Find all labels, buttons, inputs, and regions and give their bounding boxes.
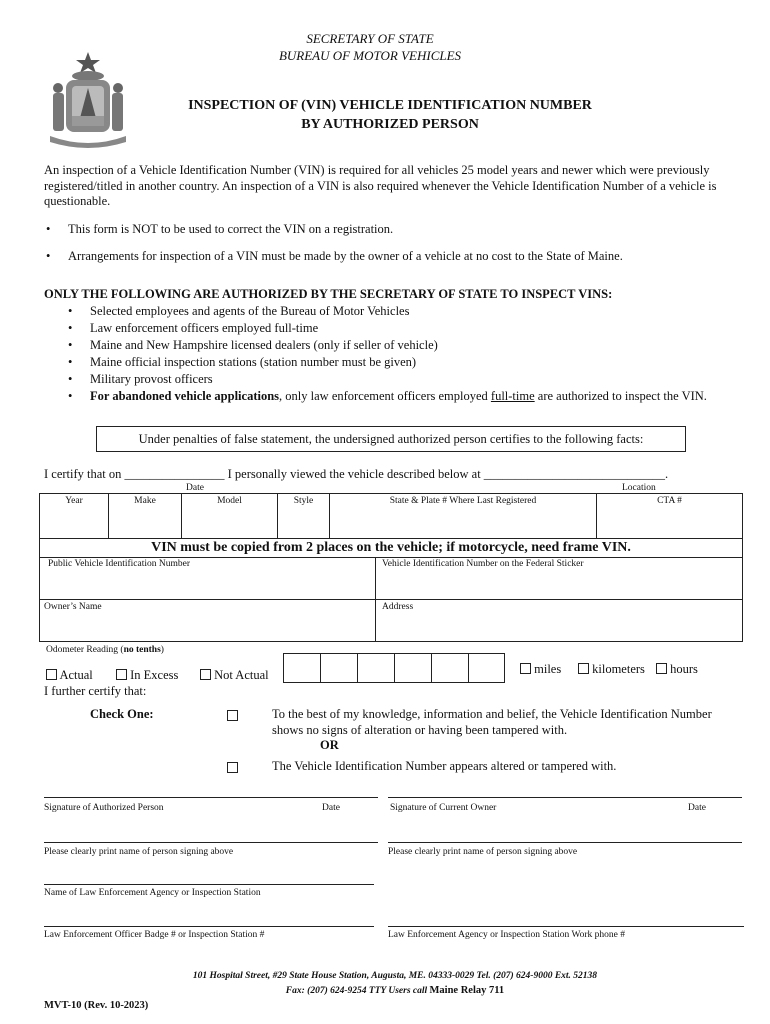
federal-vin-field[interactable] [375, 557, 743, 600]
auth-date-label: Date [322, 803, 340, 813]
odometer-label-a: Odometer Reading ( [46, 645, 124, 655]
make-cell[interactable] [108, 493, 182, 539]
owner-print-label: Please clearly print name of person signing above [388, 847, 578, 857]
form-number: MVT-10 (Rev. 10-2023) [44, 1000, 149, 1011]
kilometers-label: kilometers [592, 662, 645, 676]
odometer-digit-boxes[interactable] [283, 653, 505, 683]
miles-option[interactable] [520, 662, 561, 678]
actual-label: Actual [59, 668, 93, 682]
cta-cell[interactable] [596, 493, 743, 539]
vin-banner [39, 538, 743, 558]
digit-divider [320, 654, 321, 682]
digit-divider [468, 654, 469, 682]
owner-name-field[interactable] [39, 599, 376, 642]
owner-signature-label: Signature of Current Owner [390, 803, 497, 813]
federal-vin-label: Vehicle Identification Number on the Federal Sticker [382, 559, 584, 569]
digit-divider [357, 654, 358, 682]
agency-line1: SECRETARY OF STATE [306, 31, 434, 46]
option1-text: To the best of my knowledge, information and belief, the Vehicle Identification Number shows no signs of alteration or having been tampered with. [272, 707, 712, 737]
authorized-heading: ONLY THE FOLLOWING ARE AUTHORIZED BY THE SECRETARY OF STATE TO INSPECT VINS: [44, 287, 613, 301]
vin-banner-text: VIN must be copied from 2 places on the vehicle; if motorcycle, need frame VIN. [151, 540, 631, 555]
hours-checkbox[interactable] [656, 663, 667, 674]
address-field[interactable] [375, 599, 743, 642]
authorized-item: • Maine and New Hampshire licensed dealers (only if seller of vehicle) [90, 338, 438, 354]
further-certify-label: I further certify that: [44, 684, 147, 698]
miles-checkbox[interactable] [520, 663, 531, 674]
model-label: Model [217, 496, 242, 506]
auth-print-label: Please clearly print name of person signing above [44, 847, 234, 857]
certify-line: I certify that on ________________ I personally viewed the vehicle described below at _____________________________. [44, 467, 669, 481]
form-subtitle: BY AUTHORIZED PERSON [301, 117, 479, 132]
abandoned-mid: , only law enforcement officers employed [279, 389, 491, 403]
make-label: Make [134, 496, 156, 506]
option2-text: The Vehicle Identification Number appears altered or tampered with. [272, 759, 617, 773]
agency-name-label: Name of Law Enforcement Agency or Inspection Station [44, 888, 261, 898]
style-cell[interactable] [277, 493, 330, 539]
address-label: Address [382, 602, 414, 612]
owner-print-line[interactable] [388, 842, 742, 843]
badge-line[interactable] [44, 926, 374, 927]
not-actual-option[interactable] [200, 668, 269, 684]
authorized-item: • Selected employees and agents of the Bureau of Motor Vehicles [90, 304, 409, 320]
in-excess-checkbox[interactable] [116, 669, 127, 680]
auth-print-line[interactable] [44, 842, 378, 843]
footer-relay: Maine Relay 711 [429, 985, 505, 996]
in-excess-label: In Excess [130, 668, 179, 682]
digit-divider [394, 654, 395, 682]
in-excess-option[interactable] [116, 668, 178, 684]
odometer-label [46, 645, 164, 655]
option1-checkbox[interactable] [227, 707, 238, 725]
abandoned-bold: For abandoned vehicle applications [90, 389, 280, 403]
public-vin-field[interactable] [39, 557, 376, 600]
hours-option[interactable] [656, 662, 698, 678]
intro-paragraph: An inspection of a Vehicle Identification Number (VIN) is required for all vehicles 25 model years and newer which were previously registered/titled in another country. An inspection of a VIN is also required whenever the Vehicle Identification Number of a vehicle is questionable. [44, 163, 717, 208]
odometer-label-c: ) [160, 645, 164, 655]
agency-line2: BUREAU OF MOTOR VEHICLES [278, 48, 462, 63]
footer-contact [100, 985, 690, 996]
or-label: OR [320, 738, 339, 752]
location-caption: Location [622, 483, 656, 493]
auth-signature-line[interactable] [44, 797, 378, 798]
kilometers-checkbox[interactable] [578, 663, 589, 674]
state-plate-label: State & Plate # Where Last Registered [389, 496, 537, 506]
not-actual-label: Not Actual [214, 668, 269, 682]
odometer-label-bold: no tenths [123, 645, 161, 655]
state-plate-cell[interactable] [329, 493, 597, 539]
digit-divider [431, 654, 432, 682]
hours-label: hours [670, 662, 698, 676]
kilometers-option[interactable] [578, 662, 645, 678]
agency-name-line[interactable] [44, 884, 374, 885]
cta-label: CTA # [657, 496, 682, 506]
phone-line[interactable] [388, 926, 744, 927]
footer-fax: Fax: (207) 624-9254 TTY Users call [285, 986, 430, 996]
maine-state-seal [44, 46, 132, 150]
footer-address: 101 Hospital Street, #29 State House Station, Augusta, ME. 04333-0029 Tel. (207) 624-9000 Ext. 52138 [192, 971, 598, 981]
year-cell[interactable] [39, 493, 109, 539]
authorized-item: • Military provost officers [90, 372, 213, 388]
note-item: • Arrangements for inspection of a VIN must be made by the owner of a vehicle at no cost to the State of Maine. [68, 249, 748, 265]
year-label: Year [65, 496, 83, 506]
phone-label: Law Enforcement Agency or Inspection Station Work phone # [388, 930, 626, 940]
authorized-item: • Law enforcement officers employed full-time [90, 321, 318, 337]
note-item: • This form is NOT to be used to correct the VIN on a registration. [68, 222, 748, 238]
auth-signature-label: Signature of Authorized Person [44, 803, 164, 813]
owner-name-label: Owner’s Name [44, 602, 102, 612]
abandoned-underline: full-time [490, 389, 535, 403]
form-title: INSPECTION OF (VIN) VEHICLE IDENTIFICATION NUMBER [188, 98, 592, 113]
penalty-box: Under penalties of false statement, the undersigned authorized person certifies to the following facts: [96, 426, 686, 452]
model-cell[interactable] [181, 493, 278, 539]
authorized-item-abandoned [90, 389, 746, 405]
miles-label: miles [534, 662, 562, 676]
not-actual-checkbox[interactable] [200, 669, 211, 680]
option2-checkbox[interactable] [227, 759, 238, 777]
abandoned-end: are authorized to inspect the VIN. [534, 389, 707, 403]
owner-signature-line[interactable] [388, 797, 742, 798]
style-label: Style [293, 496, 314, 506]
actual-checkbox[interactable] [46, 669, 57, 680]
public-vin-label: Public Vehicle Identification Number [48, 559, 191, 569]
owner-date-label: Date [688, 803, 706, 813]
date-caption: Date [186, 483, 204, 493]
actual-option[interactable] [46, 668, 93, 684]
authorized-item: • Maine official inspection stations (station number must be given) [90, 355, 416, 371]
badge-label: Law Enforcement Officer Badge # or Inspection Station # [44, 930, 265, 940]
check-one-label: Check One: [90, 707, 154, 721]
